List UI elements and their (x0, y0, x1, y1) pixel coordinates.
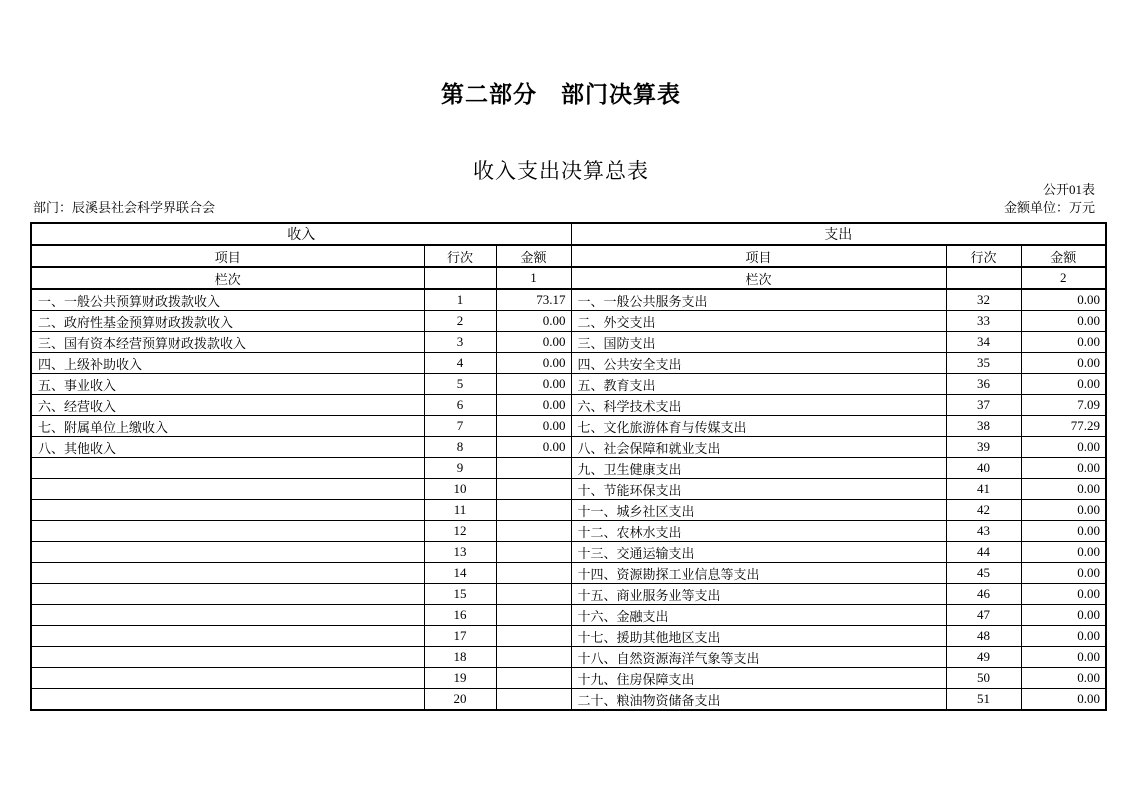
income-amount-cell: 0.00 (496, 353, 571, 374)
expense-line-index-blank (946, 267, 1021, 289)
table-title: 收入支出决算总表 (473, 159, 649, 183)
table-row (31, 311, 1106, 332)
expense-line-cell: 48 (946, 626, 1021, 647)
expense-item-cell: 九、卫生健康支出 (571, 458, 946, 479)
income-line-cell: 7 (424, 416, 496, 437)
expense-amount-cell: 0.00 (1021, 563, 1106, 584)
income-line-cell: 14 (424, 563, 496, 584)
expense-line-cell: 40 (946, 458, 1021, 479)
expense-item-cell: 八、社会保障和就业支出 (571, 437, 946, 458)
expense-item-cell: 十一、城乡社区支出 (571, 500, 946, 521)
income-amount-cell (496, 626, 571, 647)
table-row (31, 332, 1106, 353)
column-index-row (31, 267, 1106, 289)
table-row (31, 626, 1106, 647)
expense-line-cell: 47 (946, 605, 1021, 626)
expense-item-cell: 七、文化旅游体育与传媒支出 (571, 416, 946, 437)
income-line-cell: 4 (424, 353, 496, 374)
income-item-cell (31, 458, 424, 479)
income-line-cell: 11 (424, 500, 496, 521)
income-item-cell (31, 689, 424, 711)
income-line-index-blank (424, 267, 496, 289)
income-line-cell: 20 (424, 689, 496, 711)
expense-line-cell: 37 (946, 395, 1021, 416)
income-amount-cell (496, 689, 571, 711)
expense-item-cell: 二、外交支出 (571, 311, 946, 332)
expense-section-header: 支出 (571, 223, 1106, 245)
income-line-cell: 6 (424, 395, 496, 416)
income-item-cell (31, 626, 424, 647)
department-label: 部门：辰溪县社会科学界联合会 (33, 200, 216, 215)
expense-line-cell: 41 (946, 479, 1021, 500)
income-item-cell: 一、一般公共预算财政拨款收入 (31, 289, 424, 311)
table-row (31, 395, 1106, 416)
expense-column-index-value: 2 (1021, 267, 1106, 289)
income-line-cell: 17 (424, 626, 496, 647)
expense-amount-cell: 0.00 (1021, 689, 1106, 711)
expense-amount-cell: 0.00 (1021, 311, 1106, 332)
table-row (31, 416, 1106, 437)
expense-line-cell: 45 (946, 563, 1021, 584)
expense-line-cell: 32 (946, 289, 1021, 311)
expense-amount-cell: 77.29 (1021, 416, 1106, 437)
income-amount-cell (496, 668, 571, 689)
expense-item-cell: 三、国防支出 (571, 332, 946, 353)
income-amount-cell (496, 584, 571, 605)
income-section-header: 收入 (31, 223, 571, 245)
expense-amount-cell: 0.00 (1021, 437, 1106, 458)
income-item-cell (31, 584, 424, 605)
expense-line-cell: 33 (946, 311, 1021, 332)
income-line-cell: 18 (424, 647, 496, 668)
expense-line-cell: 36 (946, 374, 1021, 395)
income-line-cell: 16 (424, 605, 496, 626)
table-row (31, 668, 1106, 689)
income-line-column-header: 行次 (424, 245, 496, 267)
income-expense-summary-table (30, 222, 1107, 711)
table-row (31, 458, 1106, 479)
income-item-cell (31, 500, 424, 521)
income-line-cell: 1 (424, 289, 496, 311)
table-body (31, 289, 1106, 710)
income-item-cell: 二、政府性基金预算财政拨款收入 (31, 311, 424, 332)
income-item-cell (31, 542, 424, 563)
expense-amount-cell: 0.00 (1021, 458, 1106, 479)
table-row (31, 479, 1106, 500)
expense-line-column-header: 行次 (946, 245, 1021, 267)
table-row (31, 584, 1106, 605)
income-line-cell: 3 (424, 332, 496, 353)
expense-line-cell: 38 (946, 416, 1021, 437)
expense-item-column-header: 项目 (571, 245, 946, 267)
income-amount-cell (496, 647, 571, 668)
part-title: 第二部分 部门决算表 (441, 81, 681, 107)
expense-item-cell: 五、教育支出 (571, 374, 946, 395)
income-line-cell: 15 (424, 584, 496, 605)
table-row (31, 353, 1106, 374)
table-row (31, 521, 1106, 542)
income-line-cell: 2 (424, 311, 496, 332)
expense-amount-cell: 0.00 (1021, 374, 1106, 395)
income-line-cell: 12 (424, 521, 496, 542)
income-amount-cell (496, 563, 571, 584)
income-amount-cell: 0.00 (496, 374, 571, 395)
expense-amount-cell: 0.00 (1021, 289, 1106, 311)
income-amount-cell: 0.00 (496, 416, 571, 437)
expense-line-cell: 34 (946, 332, 1021, 353)
expense-item-cell: 十六、金融支出 (571, 605, 946, 626)
income-amount-column-header: 金额 (496, 245, 571, 267)
expense-amount-cell: 0.00 (1021, 626, 1106, 647)
income-line-cell: 19 (424, 668, 496, 689)
income-amount-cell: 0.00 (496, 311, 571, 332)
expense-item-cell: 十三、交通运输支出 (571, 542, 946, 563)
column-header-row (31, 245, 1106, 267)
expense-item-cell: 四、公共安全支出 (571, 353, 946, 374)
table-row (31, 542, 1106, 563)
expense-column-index-label: 栏次 (571, 267, 946, 289)
amount-unit-label: 金额单位：万元 (1003, 200, 1095, 215)
income-item-cell: 七、附属单位上缴收入 (31, 416, 424, 437)
table-row (31, 689, 1106, 711)
expense-item-cell: 十七、援助其他地区支出 (571, 626, 946, 647)
expense-amount-cell: 0.00 (1021, 521, 1106, 542)
income-amount-cell: 0.00 (496, 437, 571, 458)
expense-line-cell: 44 (946, 542, 1021, 563)
expense-line-cell: 43 (946, 521, 1021, 542)
expense-item-cell: 十、节能环保支出 (571, 479, 946, 500)
section-header-row (31, 223, 1106, 245)
expense-amount-cell: 0.00 (1021, 584, 1106, 605)
income-item-cell (31, 563, 424, 584)
table-row (31, 289, 1106, 311)
expense-line-cell: 35 (946, 353, 1021, 374)
doc-code-label: 公开01表 (1042, 182, 1095, 197)
income-item-cell: 八、其他收入 (31, 437, 424, 458)
expense-amount-cell: 0.00 (1021, 605, 1106, 626)
expense-line-cell: 49 (946, 647, 1021, 668)
expense-amount-cell: 0.00 (1021, 353, 1106, 374)
expense-item-cell: 十八、自然资源海洋气象等支出 (571, 647, 946, 668)
table-row (31, 647, 1106, 668)
expense-line-cell: 39 (946, 437, 1021, 458)
income-amount-cell (496, 458, 571, 479)
expense-line-cell: 50 (946, 668, 1021, 689)
income-item-cell (31, 605, 424, 626)
table-row (31, 500, 1106, 521)
table-row (31, 563, 1106, 584)
income-line-cell: 9 (424, 458, 496, 479)
income-amount-cell: 73.17 (496, 289, 571, 311)
income-line-cell: 8 (424, 437, 496, 458)
table-row (31, 605, 1106, 626)
expense-item-cell: 十九、住房保障支出 (571, 668, 946, 689)
income-amount-cell (496, 542, 571, 563)
income-line-cell: 13 (424, 542, 496, 563)
expense-amount-cell: 0.00 (1021, 542, 1106, 563)
expense-amount-cell: 0.00 (1021, 647, 1106, 668)
expense-amount-cell: 0.00 (1021, 500, 1106, 521)
income-item-cell (31, 668, 424, 689)
income-amount-cell: 0.00 (496, 332, 571, 353)
expense-amount-cell: 7.09 (1021, 395, 1106, 416)
income-item-cell (31, 479, 424, 500)
expense-item-cell: 十二、农林水支出 (571, 521, 946, 542)
income-line-cell: 10 (424, 479, 496, 500)
table-row (31, 437, 1106, 458)
income-column-index-label: 栏次 (31, 267, 424, 289)
table-row (31, 374, 1106, 395)
income-amount-cell (496, 479, 571, 500)
income-item-cell: 六、经营收入 (31, 395, 424, 416)
expense-amount-cell: 0.00 (1021, 668, 1106, 689)
income-item-column-header: 项目 (31, 245, 424, 267)
expense-line-cell: 42 (946, 500, 1021, 521)
expense-item-cell: 十五、商业服务业等支出 (571, 584, 946, 605)
expense-line-cell: 46 (946, 584, 1021, 605)
expense-line-cell: 51 (946, 689, 1021, 711)
income-amount-cell (496, 500, 571, 521)
income-amount-cell (496, 521, 571, 542)
expense-amount-cell: 0.00 (1021, 479, 1106, 500)
income-column-index-value: 1 (496, 267, 571, 289)
expense-item-cell: 十四、资源勘探工业信息等支出 (571, 563, 946, 584)
expense-item-cell: 六、科学技术支出 (571, 395, 946, 416)
income-item-cell (31, 647, 424, 668)
income-line-cell: 5 (424, 374, 496, 395)
expense-amount-cell: 0.00 (1021, 332, 1106, 353)
income-amount-cell: 0.00 (496, 395, 571, 416)
expense-item-cell: 二十、粮油物资储备支出 (571, 689, 946, 711)
expense-amount-column-header: 金额 (1021, 245, 1106, 267)
income-amount-cell (496, 605, 571, 626)
income-item-cell: 五、事业收入 (31, 374, 424, 395)
income-item-cell (31, 521, 424, 542)
expense-item-cell: 一、一般公共服务支出 (571, 289, 946, 311)
income-item-cell: 四、上级补助收入 (31, 353, 424, 374)
income-item-cell: 三、国有资本经营预算财政拨款收入 (31, 332, 424, 353)
